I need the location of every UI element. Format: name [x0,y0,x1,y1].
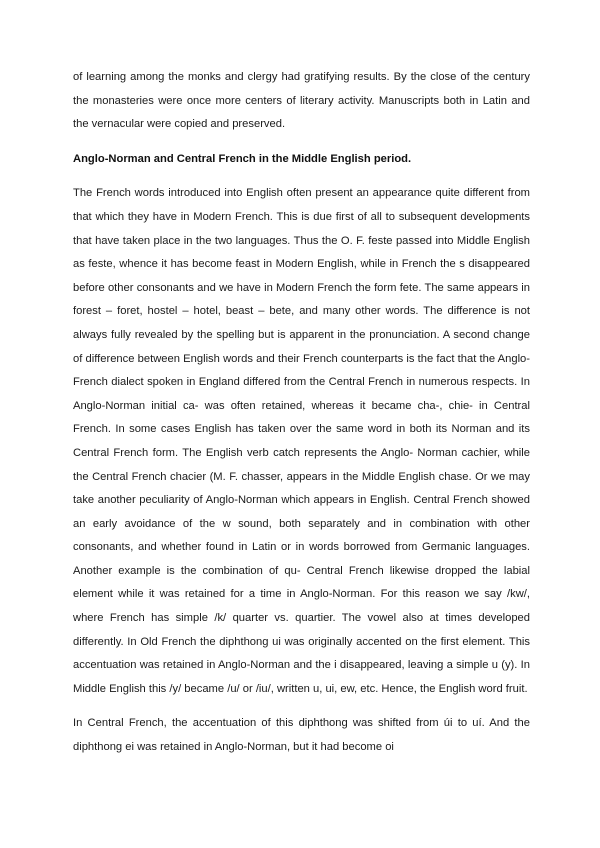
paragraph-continued: In Central French, the accentuation of this diphthong was shifted from úi to uí. And the diphthong ei was retained in Anglo-Norman, but it had become oi [73,717,530,754]
section-heading: Anglo-Norman and Central French in the Middle English period. [73,152,412,165]
document-page [73,66,530,760]
paragraph-intro: of learning among the monks and clergy had gratifying results. By the close of the century the monasteries were once more centers of literary activity. Manuscripts both in Latin and the vernacular were copied and preserved. [73,71,530,131]
paragraph-main: The French words introduced into English often present an appearance quite different from that which they have in Modern French. This is due first of all to subsequent developments that have taken place in the two languages. Thus the O. F. feste passed into Middle English as feste, whence it has become feast in Modern English, while in French the s disappeared before other consonants and we have in Modern French the form fete. The same appears in forest – foret, hostel – hotel, beast – bete, and many other words. The difference is not always fully revealed by the spelling but is apparent in the pronunciation. A second change of difference between English words and their French counterparts is the fact that the Anglo-French dialect spoken in England differed from the Central French in numerous respects. In Anglo-Norman initial ca- was often retained, whereas it became cha-, chie- in Central French. In some cases English has taken over the same word in both its Norman and its Central French form. The English verb catch represents the Anglo- Norman cachier, while the Central French chacier (M. F. chasser, appears in the Middle English chase. Or we may take another peculiarity of Anglo-Norman which appears in English. Central French showed an early avoidance of the w sound, both separately and in combination with other consonants, and whether found in Latin or in words borrowed from Germanic languages. Another example is the combination of qu- Central French likewise dropped the labial element while it was retained for a time in Anglo-Norman. For this reason we say /kw/, where French has simple /k/ quarter vs. quartier. The vowel also at times developed differently. In Old French the diphthong ui was originally accented on the first element. This accentuation was retained in Anglo-Norman and the i disappeared, leaving a simple u (y). In Middle English this /y/ became /u/ or /iu/, written u, ui, ew, etc. Hence, the English word fruit. [73,187,530,695]
